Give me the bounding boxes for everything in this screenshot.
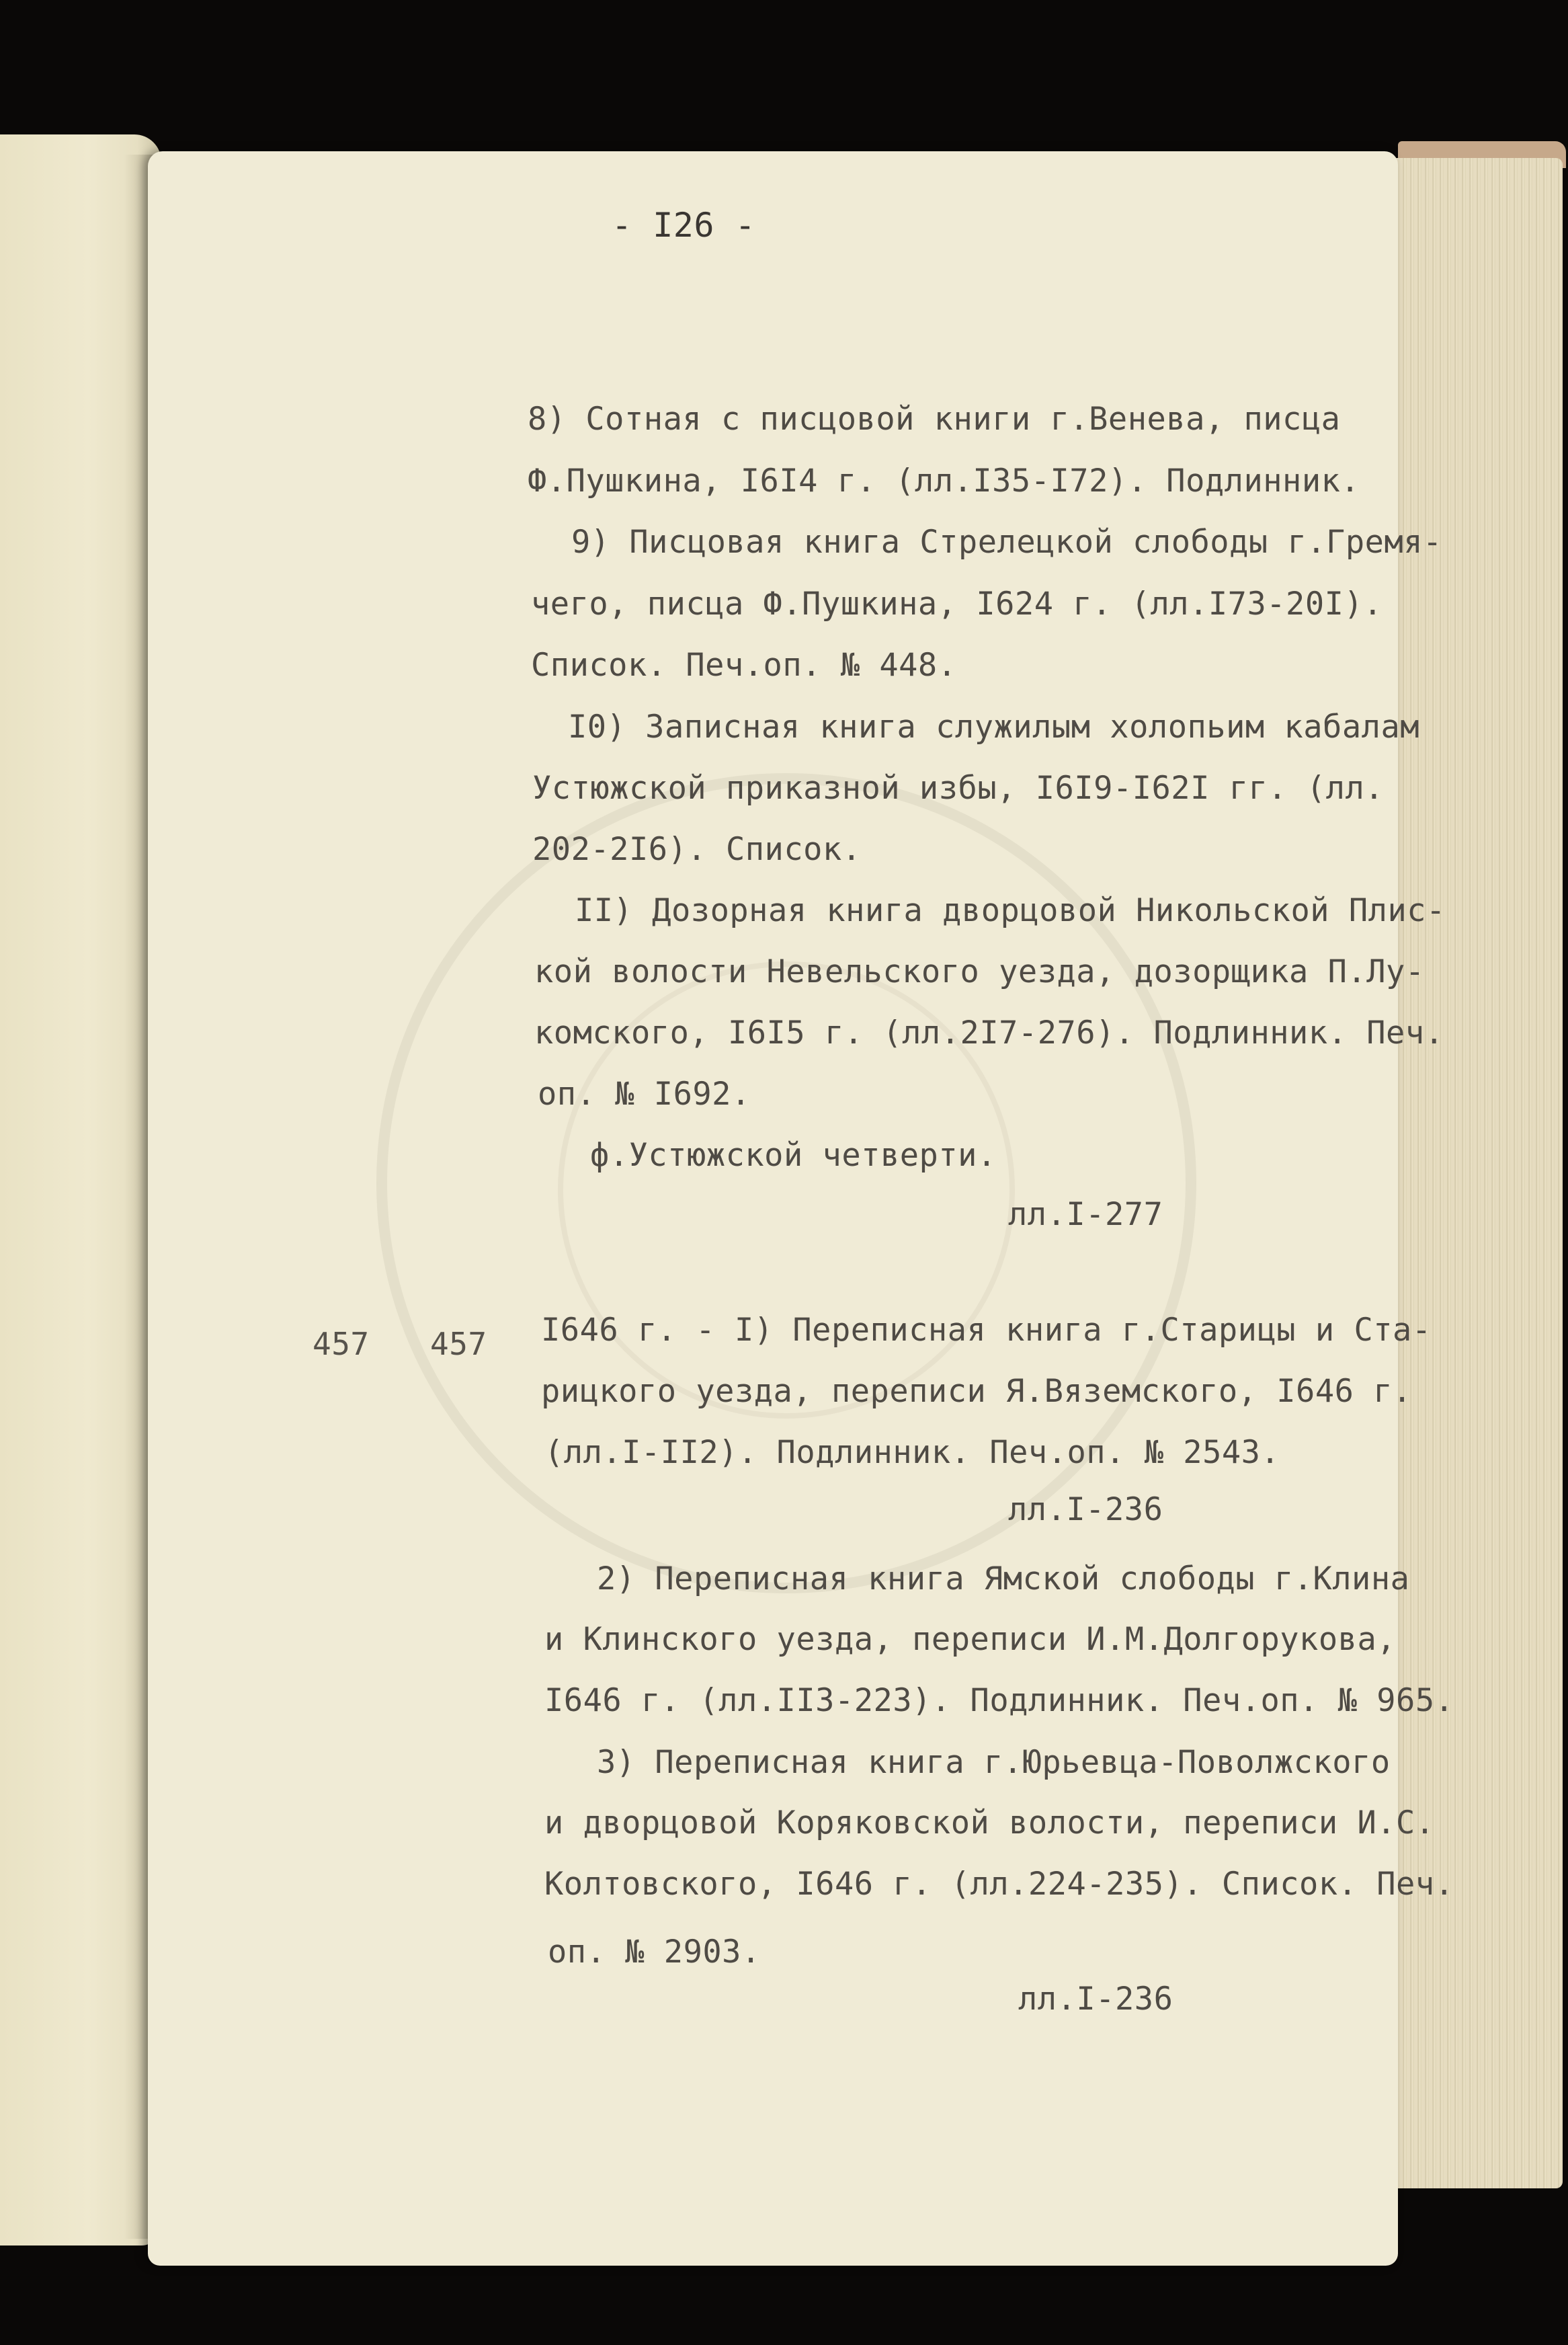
text-line: I646 г. (лл.II3-223). Подлинник. Печ.оп. № 965. [544, 1682, 1454, 1719]
text-line: оп. № 2903. [548, 1934, 761, 1971]
text-line: 9) Писцовая книга Стрелецкой слободы г.Гремя- [571, 524, 1442, 561]
text-line: 2) Переписная книга Ямской слободы г.Клина [597, 1560, 1410, 1597]
text-line: I0) Записная книга служилым холопьим кабалам [568, 709, 1420, 746]
folio-range: лл.I-277 [1008, 1196, 1163, 1233]
folio-range: лл.I-236 [1018, 1981, 1173, 2018]
text-line: рицкого уезда, переписи Я.Вяземского, I646 г. [541, 1373, 1412, 1410]
text-line: и дворцовой Коряковской волости, переписи И.С. [544, 1804, 1435, 1841]
text-line: I646 г. - I) Переписная книга г.Старицы и Ста- [541, 1312, 1432, 1349]
text-line: Ф.Пушкина, I6I4 г. (лл.I35-I72). Подлинник. [528, 463, 1360, 500]
text-line: 3) Переписная книга г.Юрьевца-Поволжского [597, 1744, 1391, 1781]
page-number: - I26 - [612, 206, 756, 245]
margin-number-new: 457 [430, 1326, 487, 1362]
text-line: Устюжской приказной избы, I6I9-I62I гг. (лл. [532, 770, 1385, 807]
text-line: оп. № I692. [538, 1076, 751, 1113]
text-line: 202-2I6). Список. [532, 831, 862, 868]
text-line: (лл.I-II2). Подлинник. Печ.оп. № 2543. [544, 1434, 1280, 1471]
folio-range: лл.I-236 [1008, 1491, 1163, 1528]
text-line: ф.Устюжской четверти. [590, 1137, 997, 1174]
text-line: Колтовского, I646 г. (лл.224-235). Список. Печ. [544, 1866, 1454, 1903]
text-line: кой волости Невельского уезда, дозорщика П.Лу- [534, 953, 1425, 990]
text-line: 8) Сотная с писцовой книги г.Венева, писца [528, 401, 1341, 438]
text-line: Список. Печ.оп. № 448. [531, 647, 957, 684]
text-line: комского, I6I5 г. (лл.2I7-276). Подлинник. Печ. [534, 1015, 1444, 1051]
text-line: и Клинского уезда, переписи И.М.Долгорукова, [544, 1621, 1397, 1658]
text-line: чего, писца Ф.Пушкина, I624 г. (лл.I73-20I). [531, 586, 1383, 623]
text-line: II) Дозорная книга дворцовой Никольской Плис- [575, 892, 1446, 929]
margin-number-old: 457 [313, 1326, 370, 1362]
